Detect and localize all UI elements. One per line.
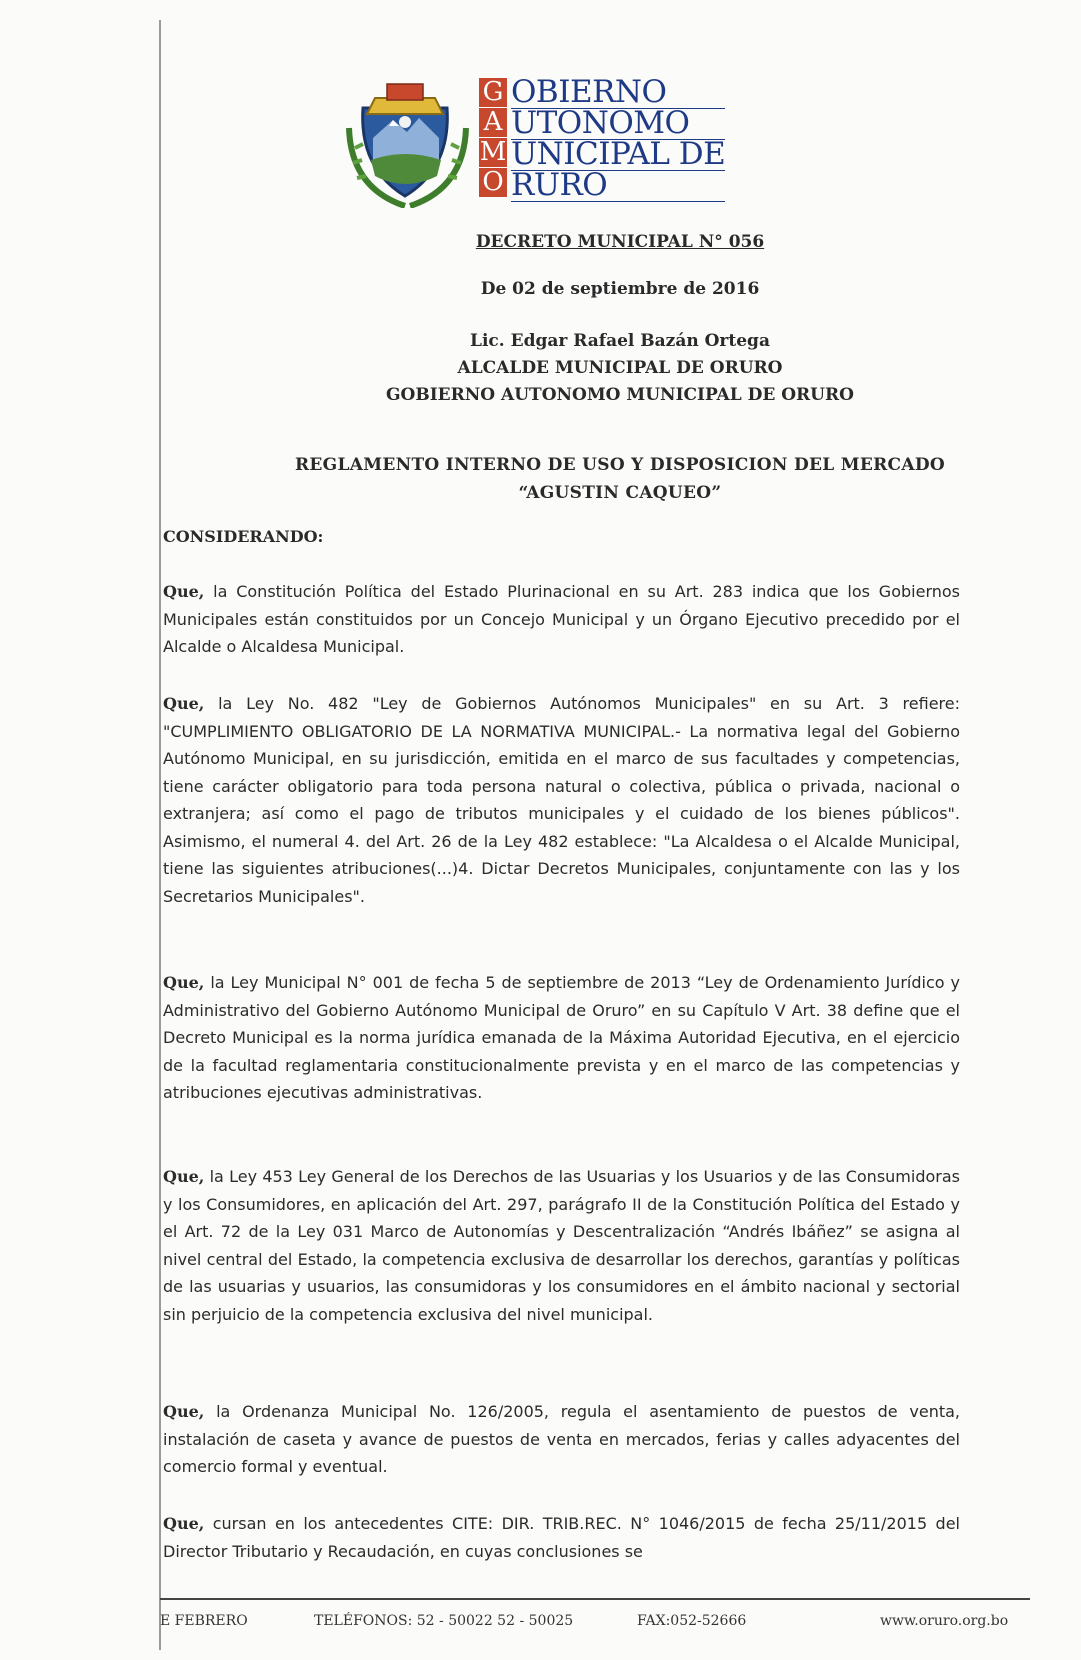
paragraph-lead: Que, [163,1514,205,1533]
paragraph-text: la Ley 453 Ley General de los Derechos de las Usuarias y los Usuarios y de las Consumidoras y los Consumidores, en aplicación del Art. 297, parágrafo II de la Constitución Política del Estado y el Art. 72 de la Ley 031 Marco de Autonomías y Descentralización “Andrés Ibáñez” se asigna al nivel central del Estado, la competencia exclusiva de desarrollar los derechos, garantías y políticas de las usuarias y usuarios, las consumidoras y los consumidores en el ámbito nacional y sectorial sin perjuicio de la competencia exclusiva del nivel municipal. [163,1167,960,1324]
paragraph-lead: Que, [163,973,205,992]
considerando-paragraph [163,1163,960,1328]
considerando-paragraph [163,1398,960,1481]
paragraph-lead: Que, [163,1402,205,1421]
logo-word: UTONOMO [511,109,725,140]
logo-initial: G [479,78,507,107]
paragraph-text: la Constitución Política del Estado Plurinacional en su Art. 283 indica que los Gobiernos Municipales están constituidos por un Concejo Municipal y un Órgano Ejecutivo precedido por el Alcalde o Alcaldesa Municipal. [163,582,960,656]
municipal-crest-logo [345,68,470,208]
footer-phones: TELÉFONOS: 52 - 50022 52 - 50025 [314,1613,574,1629]
paragraph-text: la Ley Municipal N° 001 de fecha 5 de septiembre de 2013 “Ley de Ordenamiento Jurídico y Administrativo del Gobierno Autónomo Municipal de Oruro” en su Capítulo V Art. 38 define que el Decreto Municipal es la norma jurídica emanada de la Máxima Autoridad Ejecutiva, en el ejercicio de la facultad reglamentaria constitucionalmente prevista y en el marco de las competencias y atribuciones ejecutivas administrativas. [163,973,960,1102]
paragraph-lead: Que, [163,1167,205,1186]
logo-word: OBIERNO [511,78,725,109]
paragraph-lead: Que, [163,694,205,713]
logo-initials-column [479,78,507,198]
considerando-paragraph [163,690,960,910]
page-margin-line [159,20,161,1650]
paragraph-text: la Ley No. 482 "Ley de Gobiernos Autónomos Municipales" en su Art. 3 refiere: "CUMPLIMIENTO OBLIGATORIO DE LA NORMATIVA MUNICIPAL.- La normativa legal del Gobierno Autónomo Municipal, en su jurisdicción, emitida en el marco de sus facultades y competencias, tiene carácter obligatorio para toda persona natural o colectiva, pública o privada, nacional o extranjera; así como el pago de tributos municipales y el cuidado de los bienes públicos". Asimismo, el numeral 4. del Art. 26 de la Ley 482 establece: "La Alcaldesa o el Alcalde Municipal, tiene las siguientes atribuciones(...)4. Dictar Decretos Municipales, conjuntamente con las y los Secretarios Municipales". [163,694,960,906]
paragraph-text: cursan en los antecedentes CITE: DIR. TRIB.REC. N° 1046/2015 de fecha 25/11/2015 del Director Tributario y Recaudación, en cuyas conclusiones se [163,1514,960,1561]
considerando-paragraph [163,578,960,661]
logo-wordmark [511,74,726,203]
footer-address: E FEBRERO [160,1613,248,1629]
considerando-paragraph [163,969,960,1107]
decree-number: DECRETO MUNICIPAL N° 056 [475,232,765,252]
paragraph-text: la Ordenanza Municipal No. 126/2005, regula el asentamiento de puestos de venta, instalación de caseta y avance de puestos de venta en mercados, ferias y calles adyacentes del comercio formal y eventual. [163,1402,960,1476]
signatory-institution: GOBIERNO AUTONOMO MUNICIPAL DE ORURO [386,385,854,405]
logo-initial: M [479,137,507,167]
signatory-block [160,328,1080,409]
logo-word: UNICIPAL DE [511,136,726,172]
footer-divider [160,1598,1030,1600]
considerando-paragraph [163,1510,960,1565]
logo-initial: A [479,108,507,137]
regulation-title [160,451,1080,507]
decree-date: De 02 de septiembre de 2016 [480,279,760,299]
paragraph-lead: Que, [163,582,205,601]
considerando-heading: CONSIDERANDO: [163,527,324,546]
signatory-name: Lic. Edgar Rafael Bazán Ortega [470,331,770,351]
letterhead [345,68,765,208]
footer-fax: FAX:052-52666 [637,1613,747,1629]
footer-website: www.oruro.org.bo [880,1613,1009,1629]
regulation-title-line: “AGUSTIN CAQUEO” [518,483,722,503]
signatory-role: ALCALDE MUNICIPAL DE ORURO [457,358,783,378]
logo-word: RURO [511,171,725,202]
regulation-title-line: REGLAMENTO INTERNO DE USO Y DISPOSICION DEL MERCADO [294,455,946,475]
logo-initial: O [479,168,507,197]
